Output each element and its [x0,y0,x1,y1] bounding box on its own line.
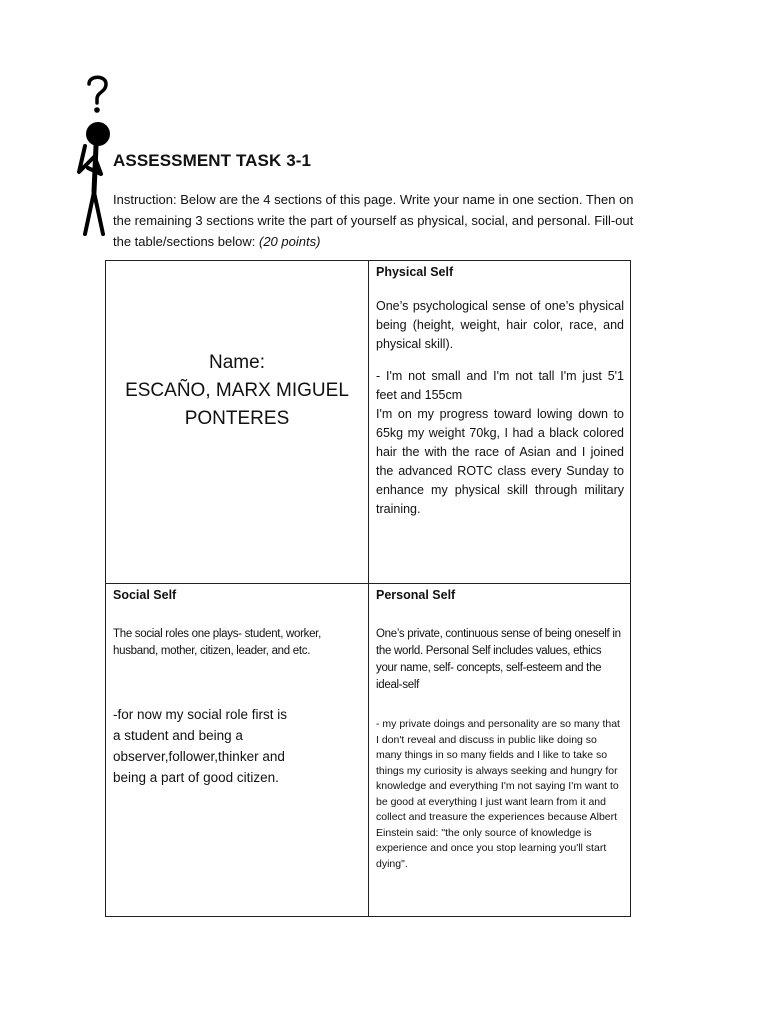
name-label: Name: [209,352,265,373]
personal-self-heading: Personal Self [376,588,456,602]
social-self-description: The social roles one plays- student, worker, husband, mother, citizen, leader, and etc. [113,628,321,657]
physical-self-heading: Physical Self [376,265,454,279]
name-block [106,349,368,433]
instruction-text [113,189,643,252]
social-self-cell [106,584,368,916]
social-self-answer: -for now my social role first is a student and being a observer,follower,thinker and being a part of good citizen. [113,707,288,785]
personal-self-description: One’s private, continuous sense of being oneself in the world. Personal Self includes values, ethics your name, self- concepts, self-esteem and the ideal-self [376,628,621,691]
physical-self-description: One’s psychological sense of one’s physical being (height, weight, hair color, race, and physical skill). [376,299,624,351]
page-title: ASSESSMENT TASK 3-1 [113,151,312,170]
physical-self-cell [369,261,631,583]
personal-self-answer: - my private doings and personality are so many that I don't reveal and discuss in public like doing so many things in so many fields and I like to take so things my curiosity is always seeking and hungry for knowledge and everything I'm not saying I'm want to be good at everything I just want learn from it and collect and treasure the experiences because Albert Einstein said: "the only source of knowledge is experience and once you stop learning you'll start dying". [376,718,620,870]
instruction-body: Instruction: Below are the 4 sections of this page. Write your name in one section. Then on the remaining 3 sections write the part of yourself as physical, social, and personal. Fill-out the table/sections below: [113,192,634,249]
points-label: (20 points) [259,234,321,249]
personal-self-cell [369,584,631,916]
name-line-2: PONTERES [184,408,290,429]
name-cell [106,261,368,583]
social-self-heading: Social Self [113,588,177,602]
physical-self-answer [376,367,624,519]
name-line-1: ESCAÑO, MARX MIGUEL [125,380,349,401]
physical-self-answer-line-1: - I'm not small and I'm not tall I'm just 5'1 feet and 155cm [376,369,624,402]
assessment-table [105,260,631,917]
physical-self-answer-line-2: I'm on my progress toward lowing down to 65kg my weight 70kg, I had a black colored hair the with the race of Asian and I joined the advanced ROTC class every Sunday to enhance my physical skill through military training. [376,407,624,516]
